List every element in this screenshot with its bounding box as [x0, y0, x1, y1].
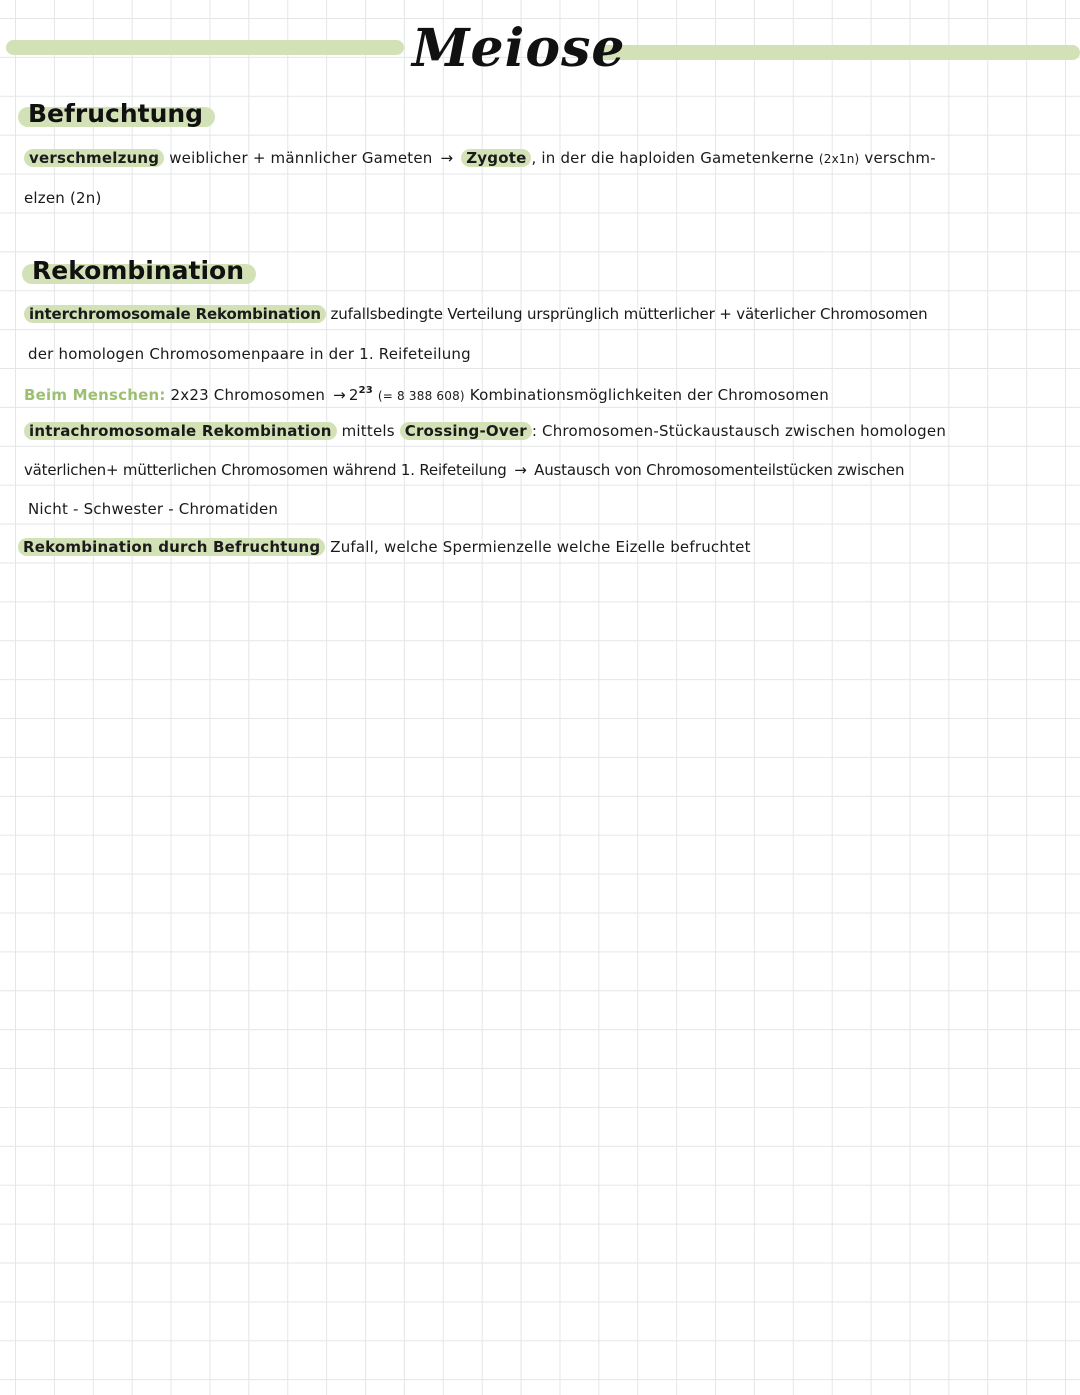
power-exponent: 23	[358, 385, 373, 396]
arrow-right-icon: →	[440, 149, 454, 167]
text: Austausch von Chromosomenteilstücken zwischen	[534, 461, 905, 479]
term-intrachromosomale-rekombination: intrachromosomale Rekombination	[24, 422, 337, 440]
rekombination-line-6	[28, 498, 278, 520]
text: , in der die haploiden Gametenkerne	[531, 149, 814, 167]
rekombination-line-3	[24, 380, 829, 407]
title-underline-left	[6, 40, 404, 55]
befruchtung-line-2	[24, 187, 102, 209]
heading-text: Rekombination	[32, 256, 245, 285]
text: Zufall, welche Spermienzelle welche Eizelle befruchtet	[330, 538, 751, 556]
page-title: Meiose	[412, 18, 626, 79]
text: Nicht - Schwester - Chromatiden	[28, 500, 279, 518]
title-underline-right	[596, 45, 1080, 60]
text: zufallsbedingte Verteilung ursprünglich mütterlicher + väterlicher Chromosomen	[330, 305, 928, 323]
heading-rekombination	[32, 255, 244, 287]
term-zygote: Zygote	[461, 149, 531, 167]
rekombination-line-7	[18, 536, 751, 558]
rekombination-line-2	[28, 343, 471, 365]
rekombination-line-5	[24, 459, 904, 481]
term-verschmelzung: verschmelzung	[24, 149, 164, 167]
text: : Chromosomen-Stückaustausch zwischen homologen	[531, 422, 947, 440]
text: (= 8 388 608)	[377, 389, 465, 403]
rekombination-line-1	[24, 303, 928, 325]
arrow-right-icon: →	[514, 461, 527, 479]
label-beim-menschen: Beim Menschen:	[24, 386, 166, 404]
text: mittels	[341, 422, 395, 440]
heading-text: Befruchtung	[28, 99, 204, 128]
befruchtung-line-1	[24, 147, 936, 170]
text: elzen (2n)	[24, 189, 102, 207]
power-base: 2	[348, 386, 359, 404]
text: der homologen Chromosomenpaare in der 1. Reifeteilung	[28, 345, 471, 363]
text: (2x1n)	[818, 152, 860, 166]
term-interchromosomale-rekombination: interchromosomale Rekombination	[24, 305, 326, 323]
rekombination-line-4	[24, 420, 946, 442]
text: väterlichen+ mütterlichen Chromosomen während 1. Reifeteilung	[24, 461, 507, 479]
heading-befruchtung	[28, 98, 203, 130]
text: verschm-	[864, 149, 936, 167]
text: weiblicher + männlicher Gameten	[169, 149, 433, 167]
term-rekombination-durch-befruchtung: Rekombination durch Befruchtung	[18, 538, 325, 556]
arrow-right-icon: →	[333, 386, 346, 404]
text: 2x23 Chromosomen	[170, 386, 326, 404]
term-crossing-over: Crossing-Over	[400, 422, 532, 440]
text: Kombinationsmöglichkeiten der Chromosomen	[469, 386, 829, 404]
